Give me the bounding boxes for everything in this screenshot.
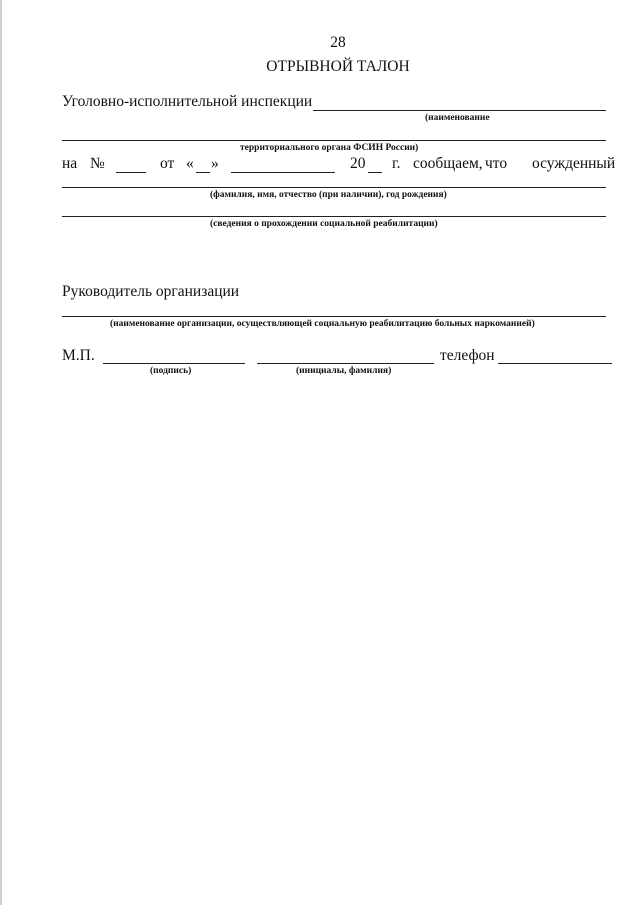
caption-initials: (инициалы, фамилия) bbox=[296, 366, 392, 376]
inspection-name-field-2[interactable] bbox=[62, 140, 606, 141]
day-field[interactable] bbox=[196, 172, 210, 173]
fio-field[interactable] bbox=[62, 187, 606, 188]
inspection-name-field[interactable] bbox=[313, 110, 606, 111]
document-title: ОТРЫВНОЙ ТАЛОН bbox=[266, 58, 410, 75]
row-number-sign: № bbox=[90, 155, 105, 172]
org-name-field[interactable] bbox=[62, 316, 606, 317]
caption-org: (наименование организации, осуществляющей социальную реабилитацию больных наркоманией) bbox=[110, 319, 535, 329]
scan-edge bbox=[0, 0, 2, 905]
caption-territorial: территориального органа ФСИН России) bbox=[240, 143, 419, 153]
row-chto: что bbox=[485, 155, 508, 172]
rehab-field[interactable] bbox=[62, 216, 606, 217]
row-ot: от bbox=[160, 155, 175, 172]
phone-label: телефон bbox=[440, 347, 495, 364]
quote-close: » bbox=[211, 155, 219, 172]
caption-fio: (фамилия, имя, отчество (при наличии), год рождения) bbox=[210, 190, 447, 200]
year-prefix: 20 bbox=[350, 155, 366, 172]
page-number: 28 bbox=[330, 34, 346, 51]
row-g: г. bbox=[392, 155, 401, 172]
head-label: Руководитель организации bbox=[62, 283, 240, 300]
phone-field[interactable] bbox=[498, 363, 612, 364]
caption-rehab: (сведения о прохождении социальной реабилитации) bbox=[210, 219, 438, 229]
caption-signature: (подпись) bbox=[150, 366, 192, 376]
number-field[interactable] bbox=[116, 172, 146, 173]
row-soobshchaem: сообщаем, bbox=[413, 155, 483, 172]
inspection-label: Уголовно-исполнительной инспекции bbox=[62, 93, 313, 110]
year-field[interactable] bbox=[368, 172, 382, 173]
row-na: на bbox=[62, 155, 78, 172]
mp-label: М.П. bbox=[62, 347, 95, 364]
month-field[interactable] bbox=[231, 172, 335, 173]
quote-open: « bbox=[186, 155, 194, 172]
row-osuzhdenny: осужденный bbox=[532, 155, 616, 172]
caption-name: (наименование bbox=[425, 113, 490, 123]
signature-field[interactable] bbox=[103, 363, 245, 364]
initials-field[interactable] bbox=[257, 363, 434, 364]
